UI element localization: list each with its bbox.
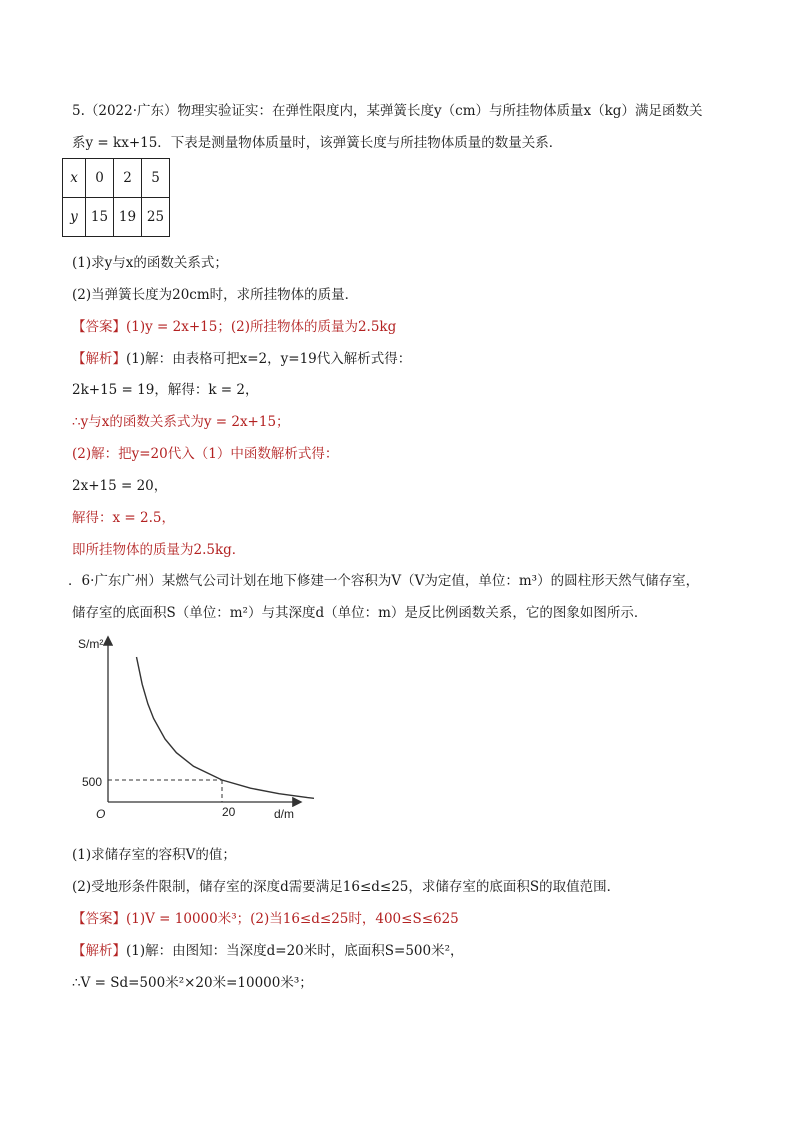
- y-axis-label: S/m²: [78, 637, 104, 651]
- q6-sub2: (2)受地形条件限制，储存室的深度d需要满足16≤d≤25，求储存室的底面积S的取值范围．: [72, 879, 621, 895]
- analysis-tag: 【解析】: [72, 943, 126, 959]
- x-axis-label: d/m: [274, 807, 295, 821]
- q6-line2: 储存室的底面积S（单位：m²）与其深度d（单位：m）是反比例函数关系，它的图象如图所示．: [72, 605, 648, 621]
- q5-answer: [72, 318, 396, 336]
- q5-analysis-4: (2)解：把y=20代入（1）中函数解析式得：: [72, 446, 339, 462]
- y-tick-label: 500: [82, 775, 103, 789]
- analysis-tag: 【解析】: [72, 351, 126, 367]
- q5-sub2: (2)当弹簧长度为20cm时，求所挂物体的质量．: [72, 287, 359, 303]
- table-cell: 5: [142, 159, 170, 198]
- q6-answer: [72, 910, 459, 928]
- analysis-text: (1)解：由表格可把x=2，y=19代入解析式得：: [126, 351, 412, 367]
- q6-analysis-2: ∴V = Sd=500米²×20米=10000米³；: [72, 975, 313, 991]
- q5-analysis-5: 2x+15 = 20，: [72, 478, 168, 494]
- curve-series: [137, 657, 315, 799]
- q5-sub1: (1)求y与x的函数关系式；: [72, 255, 228, 271]
- data-table: [62, 158, 170, 237]
- q6-line1: ．6·广东广州）某燃气公司计划在地下修建一个容积为V（V为定值，单位：m³）的圆柱形天然气储存室，: [68, 573, 700, 589]
- q5-analysis-6: 解得：x = 2.5，: [72, 510, 175, 526]
- inverse-proportion-chart: [74, 628, 314, 828]
- q6-analysis-1: [72, 942, 464, 960]
- analysis-text: (1)解：由图知：当深度d=20米时，底面积S=500米²，: [126, 943, 464, 959]
- x-tick-label: 20: [222, 805, 236, 819]
- table-cell: 2: [114, 159, 142, 198]
- origin-label: O: [96, 807, 106, 821]
- table-row-y: [63, 198, 170, 237]
- table-y-header: y: [63, 198, 86, 237]
- table-x-header: x: [63, 159, 86, 198]
- q5-analysis-2: 2k+15 = 19，解得：k = 2，: [72, 382, 259, 398]
- q5-analysis-1: [72, 350, 411, 368]
- table-cell: 25: [142, 198, 170, 237]
- answer-tag: 【答案】: [72, 911, 126, 927]
- table-cell: 19: [114, 198, 142, 237]
- table-row-x: [63, 159, 170, 198]
- q6-sub1: (1)求储存室的容积V的值；: [72, 847, 236, 863]
- table-cell: 15: [86, 198, 114, 237]
- answer-tag: 【答案】: [72, 319, 126, 335]
- q5-line2: 系y = kx+15．下表是测量物体质量时，该弹簧长度与所挂物体质量的数量关系．: [72, 135, 563, 151]
- q5-analysis-3: ∴y与x的函数关系式为y = 2x+15；: [72, 414, 290, 430]
- q5-analysis-7: 即所挂物体的质量为2.5kg．: [72, 542, 246, 558]
- answer-text: (1)V = 10000米³；(2)当16≤d≤25时，400≤S≤625: [126, 911, 459, 927]
- answer-text: (1)y = 2x+15；(2)所挂物体的质量为2.5kg: [126, 319, 397, 335]
- q5-line1: 5.（2022·广东）物理实验证实：在弹性限度内，某弹簧长度y（cm）与所挂物体质量x（kg）满足函数关: [72, 103, 703, 119]
- table-cell: 0: [86, 159, 114, 198]
